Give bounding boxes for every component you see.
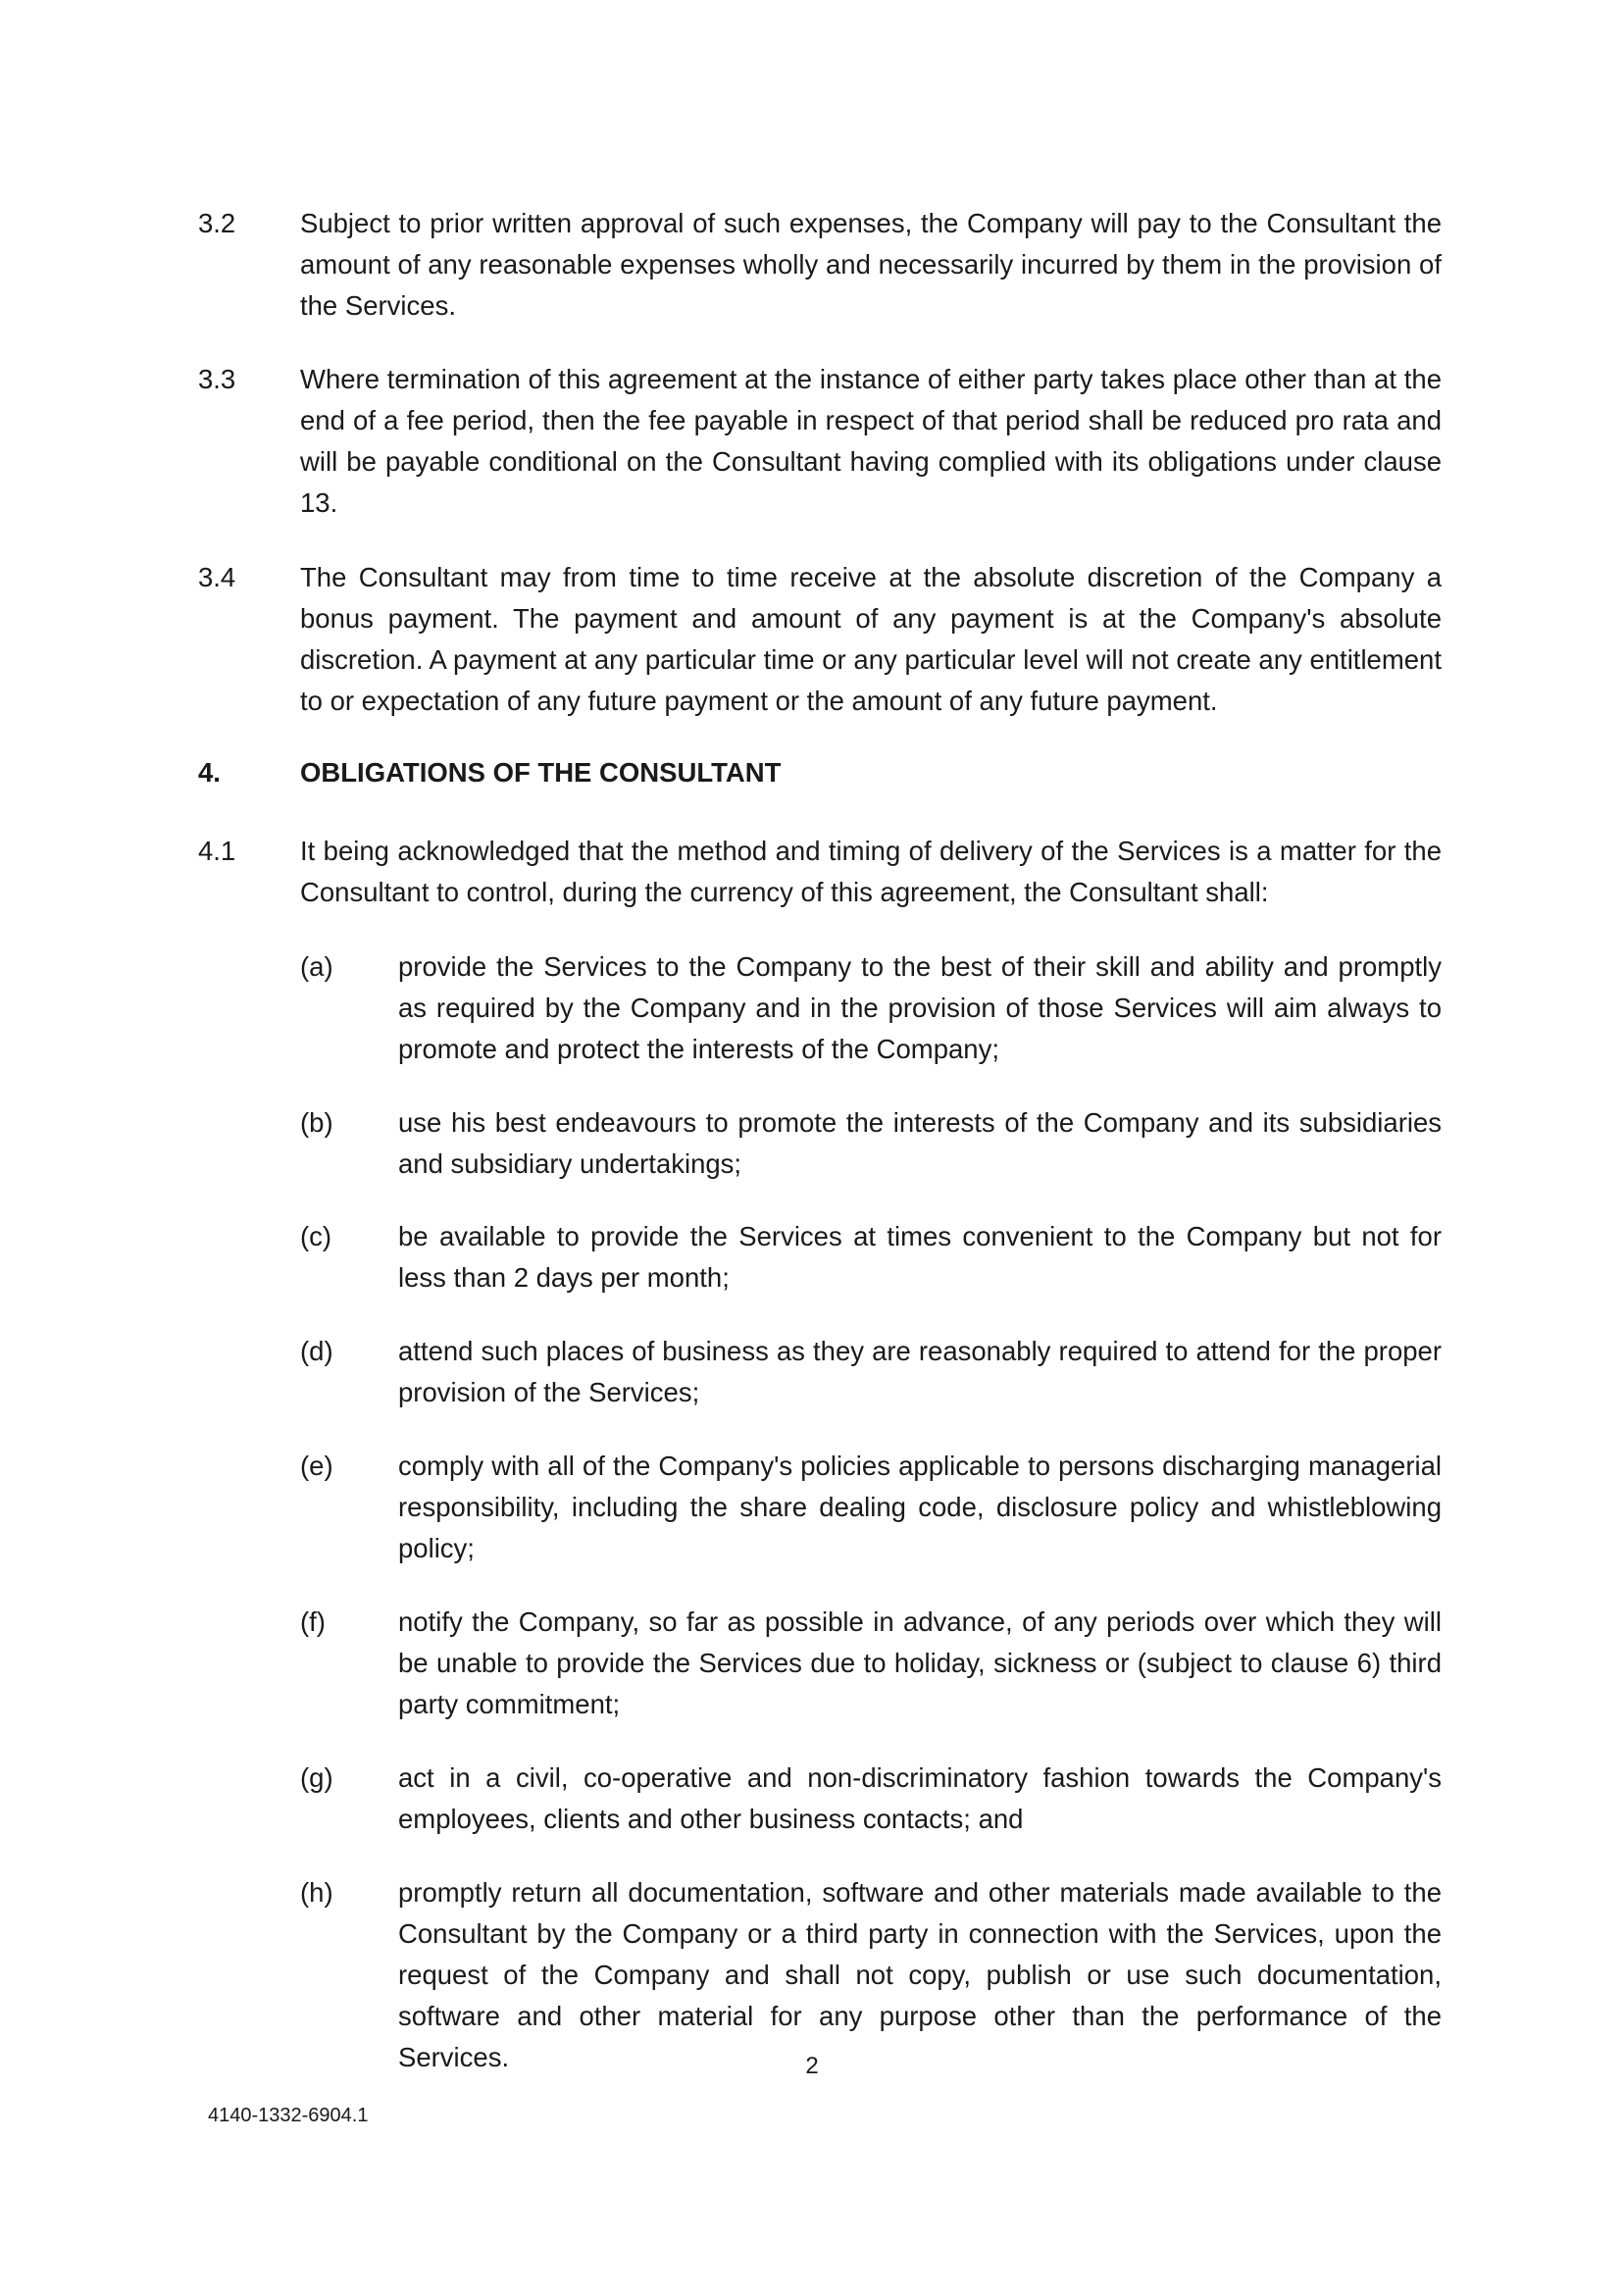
subclause-text: notify the Company, so far as possible in advance, of any periods over which they will be unable to provide the Services due to holiday, sickness or (subject to clause 6) third party commitment; [398, 1606, 1442, 1719]
subclause-text: use his best endeavours to promote the interests of the Company and its subsidiaries and subsidiary undertakings; [398, 1107, 1442, 1179]
subclause-text: provide the Services to the Company to the best of their skill and ability and promptly as required by the Company and in the provision of those Services will aim always to promote and protect the interests of the Company; [398, 951, 1442, 1064]
subclause-label: (h) [300, 1877, 333, 1908]
clause-text: It being acknowledged that the method and timing of delivery of the Services is a matter for the Consultant to control, during the currency of this agreement, the Consultant shall: [300, 836, 1442, 907]
subclause-h [300, 1872, 1442, 2078]
subclause-g [300, 1758, 1442, 1840]
document-reference: 4140-1332-6904.1 [208, 2105, 369, 2126]
subclause-b [300, 1102, 1442, 1185]
subclause-label: (e) [300, 1451, 333, 1481]
clause-number: 3.3 [198, 364, 236, 394]
subclause-text: attend such places of business as they are reasonably required to attend for the proper provision of the Services; [398, 1336, 1442, 1407]
subclause-label: (c) [300, 1221, 332, 1251]
subclause-a [300, 946, 1442, 1070]
subclause-c [300, 1216, 1442, 1299]
subclause-label: (a) [300, 951, 333, 982]
clause-number: 4.1 [198, 836, 236, 866]
subclause-text: be available to provide the Services at times convenient to the Company but not for less than 2 days per month; [398, 1221, 1442, 1293]
clause-text: Where termination of this agreement at the instance of either party takes place other than at the end of a fee period, then the fee payable in respect of that period shall be reduced pro rata and will be payable conditional on the Consultant having complied with its obligations under clause 13. [300, 364, 1442, 518]
subclause-e [300, 1446, 1442, 1569]
subclause-label: (b) [300, 1107, 333, 1138]
clause-4-1 [198, 831, 1442, 913]
clause-text: Subject to prior written approval of such expenses, the Company will pay to the Consultant the amount of any reasonable expenses wholly and necessarily incurred by them in the provision of the Services. [300, 208, 1442, 321]
subclause-text: act in a civil, co-operative and non-discriminatory fashion towards the Company's employees, clients and other business contacts; and [398, 1762, 1442, 1834]
subclause-f [300, 1602, 1442, 1725]
clause-number: 3.4 [198, 562, 236, 592]
page-number: 2 [805, 2053, 819, 2079]
section-title: OBLIGATIONS OF THE CONSULTANT [300, 757, 782, 788]
subclause-d [300, 1331, 1442, 1413]
clause-3-3 [198, 359, 1442, 524]
subclause-label: (f) [300, 1606, 326, 1637]
subclause-text: comply with all of the Company's policies applicable to persons discharging managerial responsibility, including the share dealing code, disclosure policy and whistleblowing policy; [398, 1451, 1442, 1563]
subclause-label: (g) [300, 1762, 333, 1793]
clause-3-2 [198, 203, 1442, 327]
subclause-label: (d) [300, 1336, 333, 1366]
clause-number: 3.2 [198, 208, 236, 238]
section-number: 4. [198, 757, 221, 788]
subclause-text: promptly return all documentation, software and other materials made available to the Consultant by the Company or a third party in connection with the Services, upon the request of the Company and shall not copy, publish or use such documentation, software and other material for any purpose other than the performance of the Services. [398, 1877, 1442, 2072]
clause-text: The Consultant may from time to time receive at the absolute discretion of the Company a bonus payment. The payment and amount of any payment is at the Company's absolute discretion. A payment at any particular time or any particular level will not create any entitlement to or expectation of any future payment or the amount of any future payment. [300, 562, 1442, 716]
section-4-heading [198, 752, 1442, 793]
clause-3-4 [198, 557, 1442, 722]
